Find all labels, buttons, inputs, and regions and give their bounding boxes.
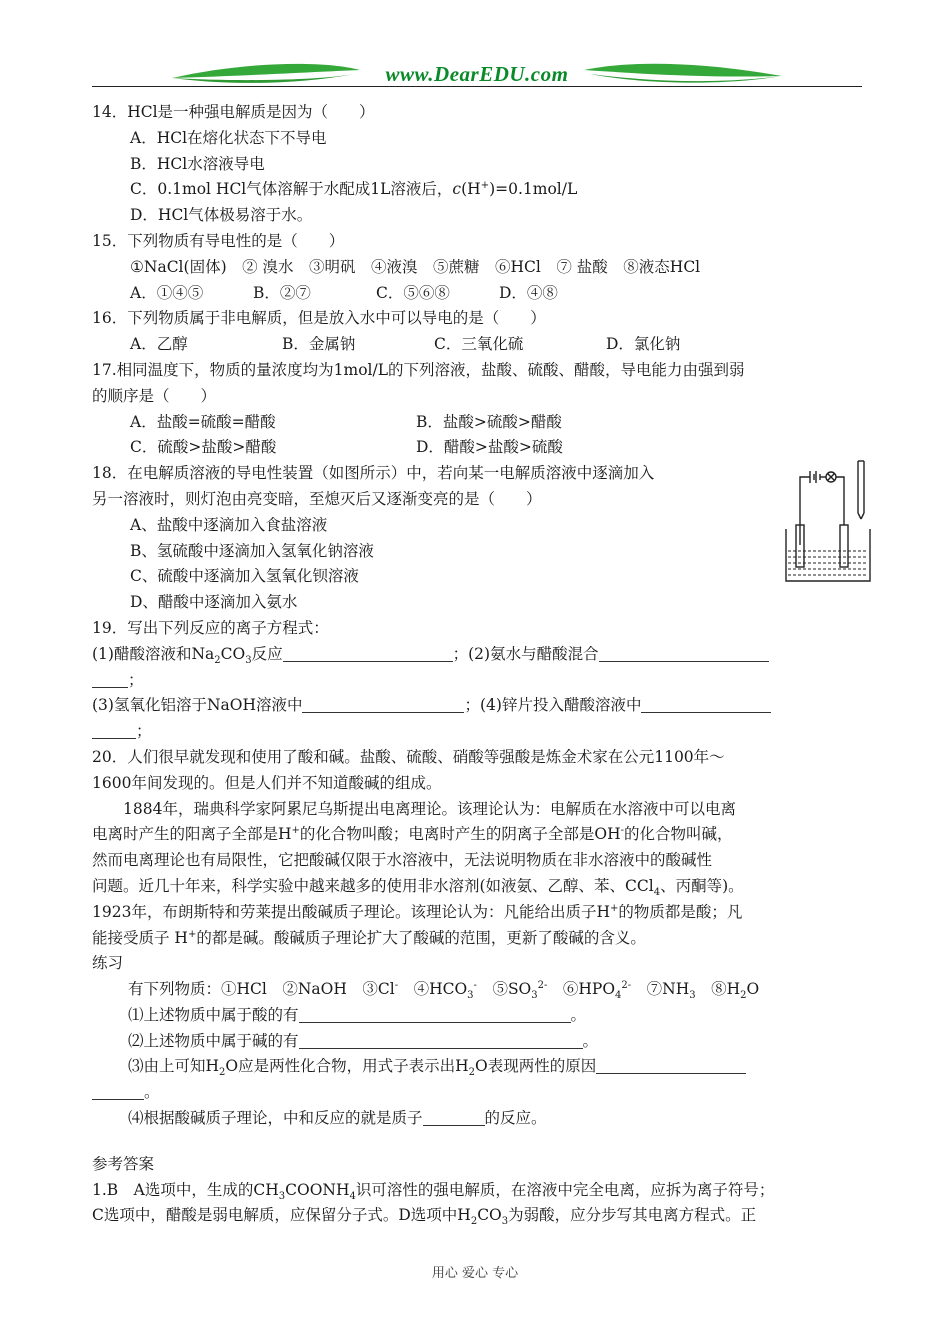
q18-option-b: B、氢硫酸中逐滴加入氢氧化钠溶液 bbox=[130, 541, 374, 560]
q14-option-d: D．HCl气体极易溶于水。 bbox=[130, 206, 313, 225]
q18-option-a: A、盐酸中逐滴加入食盐溶液 bbox=[130, 515, 328, 534]
q19-part3-line bbox=[92, 693, 862, 719]
practice-q3-blank[interactable] bbox=[596, 1055, 746, 1074]
q20-l7-a: 1923年，布朗斯特和劳莱提出酸碱质子理论。该理论认为：凡能给出质子H bbox=[92, 902, 610, 921]
practice-q3-blank-2[interactable] bbox=[92, 1081, 144, 1100]
q14-stem: 14．HCl是一种强电解质是因为（ ） bbox=[92, 103, 375, 121]
q20-line1: 20．人们很早就发现和使用了酸和碱。盐酸、硫酸、硝酸等强酸是炼金术家在公元1100年～ bbox=[92, 747, 725, 766]
q14-option-a: A．HCl在熔化状态下不导电 bbox=[130, 128, 327, 147]
q16-option-c: C．三氧化硫 bbox=[434, 335, 524, 354]
q19-part4-wrap bbox=[92, 719, 862, 745]
q20-l8-sup: + bbox=[187, 928, 197, 940]
answer-l2-sub2: 3 bbox=[501, 1216, 509, 1228]
q19-p1-sub2: 3 bbox=[245, 654, 252, 666]
list-d: ⑥HPO bbox=[547, 980, 616, 999]
practice-q3-sub1: 2 bbox=[219, 1067, 226, 1079]
q19-p1-text: (1)醋酸溶液和Na bbox=[92, 644, 215, 663]
conductivity-apparatus-diagram bbox=[780, 455, 876, 585]
practice-q3-b: O应是两性化合物，用式子表示出H bbox=[225, 1057, 469, 1076]
practice-q3-sub2: 2 bbox=[468, 1067, 476, 1079]
answer-line1 bbox=[92, 1178, 862, 1204]
q20-l6-sub: 4 bbox=[653, 887, 661, 898]
practice-q3 bbox=[92, 1054, 862, 1080]
q19-part2-wrap bbox=[92, 668, 862, 694]
q16-option-d: D．氯化钠 bbox=[606, 335, 681, 354]
q19-p1-sub1: 2 bbox=[214, 654, 221, 666]
practice-q2-blank[interactable] bbox=[299, 1030, 583, 1049]
answer-l2-b: CO bbox=[477, 1206, 502, 1225]
q15-items: ①NaCl(固体) ② 溴水 ③明矾 ④液溴 ⑤蔗糖 ⑥HCl ⑦ 盐酸 ⑧液态HCl bbox=[130, 257, 701, 276]
practice-q3-wrap bbox=[92, 1080, 862, 1106]
list-b-sub: 3 bbox=[467, 990, 474, 1002]
site-url[interactable]: www.DearEDU.com bbox=[385, 62, 569, 86]
q14-option-b: B．HCl水溶液导电 bbox=[130, 154, 265, 173]
section-gap bbox=[92, 1132, 862, 1152]
q15-option-b: B．②⑦ bbox=[253, 283, 311, 302]
q19-part1-line bbox=[92, 642, 862, 668]
q18-stem-line1: 18．在电解质溶液的导电性装置（如图所示）中，若向某一电解质溶液中逐滴加入 bbox=[92, 464, 655, 483]
q14-c-symbol: c bbox=[452, 180, 462, 199]
q16-stem: 16．下列物质属于非电解质，但是放入水中可以导电的是（ ） bbox=[92, 309, 546, 328]
q20-line5: 然而电离理论也有局限性，它把酸碱仅限于水溶液中，无法说明物质在非水溶液中的酸碱性 bbox=[92, 851, 713, 870]
page-header bbox=[92, 56, 862, 92]
q19-p3-semicolon: ； bbox=[464, 696, 480, 715]
q20-l7-sup: + bbox=[609, 902, 619, 914]
answer-l2-c: 为弱酸，应分步写其电离方程式。正 bbox=[508, 1206, 757, 1225]
document-body bbox=[92, 100, 862, 1229]
list-s1: - bbox=[394, 979, 399, 991]
q17-options-row1 bbox=[92, 410, 862, 436]
list-d-sub: 4 bbox=[615, 990, 622, 1002]
q14-c-charge: + bbox=[480, 180, 490, 192]
q20-line7 bbox=[92, 900, 862, 926]
answer-l1-c: 识可溶性的强电解质，在溶液中完全电离，应拆为离子符号； bbox=[355, 1180, 775, 1199]
answer-l2-sub1: 2 bbox=[470, 1216, 478, 1228]
page-footer: 用心 爱心 专心 bbox=[431, 1266, 519, 1281]
q20-l8-a: 能接受质子 H bbox=[92, 928, 188, 947]
q17-option-d: D．醋酸>盐酸>硫酸 bbox=[416, 438, 563, 457]
q20-l4-sup2: - bbox=[620, 825, 625, 837]
practice-q1-blank[interactable] bbox=[299, 1004, 571, 1023]
q19-answer-blank-2[interactable] bbox=[599, 643, 769, 662]
practice-q2-end: 。 bbox=[582, 1031, 599, 1050]
header-rule bbox=[92, 86, 862, 87]
practice-q4-end: 的反应。 bbox=[484, 1109, 547, 1128]
q19-answer-blank-3[interactable] bbox=[302, 694, 464, 713]
q20-l4-c: 的化合物叫碱， bbox=[624, 825, 733, 844]
list-s3: 2- bbox=[537, 979, 548, 991]
q20-l7-b: 的物质都是酸；凡 bbox=[618, 902, 743, 921]
practice-q4-text: ⑷根据酸碱质子理论，中和反应的就是质子 bbox=[128, 1109, 423, 1128]
list-s4: 2- bbox=[621, 979, 632, 991]
q14-c-text: C．0.1mol HCl气体溶解于水配成1L溶液后， bbox=[130, 180, 453, 199]
answer-l1-sub2: 4 bbox=[349, 1190, 356, 1202]
practice-q4 bbox=[92, 1106, 862, 1132]
q14-c-ion: (H bbox=[461, 180, 481, 199]
practice-q2 bbox=[92, 1029, 862, 1055]
list-s2: - bbox=[473, 979, 477, 991]
list-e-sub: 3 bbox=[689, 990, 696, 1002]
q16-options bbox=[92, 332, 862, 358]
q19-p1-semicolon: ； bbox=[452, 644, 469, 663]
q19-p2-end: ； bbox=[128, 670, 144, 689]
q15-options bbox=[92, 281, 862, 307]
q18-option-d: D、醋酸中逐滴加入氨水 bbox=[130, 593, 298, 612]
list-c-sub: 3 bbox=[531, 990, 538, 1002]
q17-stem-line1: 17.相同温度下，物质的量浓度均为1mol/L的下列溶液，盐酸、硫酸、醋酸，导电能力由强到弱 bbox=[92, 360, 745, 379]
q17-option-c: C．硫酸>盐酸>醋酸 bbox=[130, 438, 277, 457]
q14-option-c bbox=[92, 177, 862, 203]
q15-option-c: C．⑤⑥⑧ bbox=[376, 283, 450, 302]
q18-option-c: C、硫酸中逐滴加入氢氧化钡溶液 bbox=[130, 567, 359, 586]
q20-l6-b: 、丙酮等)。 bbox=[660, 876, 744, 895]
q20-l4-sup1: + bbox=[291, 825, 300, 837]
practice-q1-end: 。 bbox=[570, 1005, 587, 1024]
list-b: ④HCO bbox=[398, 980, 468, 999]
q19-p2-text: (2)氨水与醋酸混合 bbox=[468, 644, 599, 663]
practice-q4-blank[interactable] bbox=[423, 1107, 485, 1126]
practice-q1 bbox=[92, 1003, 862, 1029]
practice-heading: 练习 bbox=[92, 954, 124, 973]
q20-line6 bbox=[92, 874, 862, 900]
q16-option-a: A．乙醇 bbox=[130, 335, 188, 354]
list-g: O bbox=[746, 980, 760, 999]
practice-q3-end: 。 bbox=[144, 1083, 160, 1102]
practice-q2-text: ⑵上述物质中属于碱的有 bbox=[128, 1031, 299, 1050]
list-e: ⑦NH bbox=[631, 980, 690, 999]
practice-substance-list bbox=[92, 977, 862, 1003]
q19-answer-blank-4[interactable] bbox=[641, 694, 771, 713]
answers-title: 参考答案 bbox=[92, 1154, 155, 1173]
q17-option-a: A．盐酸=硫酸=醋酸 bbox=[130, 412, 276, 431]
list-c: ⑤SO bbox=[476, 980, 532, 999]
list-f-sub: 2 bbox=[740, 990, 747, 1002]
q17-option-b: B．盐酸>硫酸>醋酸 bbox=[416, 412, 562, 431]
q17-stem-line2: 的顺序是（ ） bbox=[92, 386, 217, 405]
q20-line3: 1884年，瑞典科学家阿累尼乌斯提出电离理论。该理论认为：电解质在水溶液中可以电离 bbox=[92, 799, 736, 818]
q19-p4-text: (4)锌片投入醋酸溶液中 bbox=[480, 696, 642, 715]
q16-option-b: B．金属钠 bbox=[282, 335, 356, 354]
q15-option-d: D．④⑧ bbox=[499, 283, 558, 302]
q20-l6-a: 问题。近几十年来，科学实验中越来越多的使用非水溶剂(如液氨、乙醇、苯、CCl bbox=[92, 876, 654, 895]
q19-p3-text: (3)氢氧化铝溶于NaOH溶液中 bbox=[92, 696, 303, 715]
q19-answer-blank-4b[interactable] bbox=[92, 720, 136, 739]
q19-p4-end: ； bbox=[136, 722, 152, 741]
q14-c-value: )=0.1mol/L bbox=[489, 180, 578, 199]
q20-l4-b: 的化合物叫酸；电离时产生的阴离子全部是OH bbox=[299, 825, 621, 844]
q20-line8 bbox=[92, 926, 862, 952]
q19-stem: 19．写出下列反应的离子方程式： bbox=[92, 618, 329, 637]
practice-q1-text: ⑴上述物质中属于酸的有 bbox=[128, 1005, 299, 1024]
answer-l1-a: 1.B A选项中，生成的CH bbox=[92, 1180, 279, 1199]
q18-stem-line2: 另一溶液时，则灯泡由亮变暗，至熄灭后又逐渐变亮的是（ ） bbox=[92, 489, 542, 508]
list-a: 有下列物质：①HCl ②NaOH ③Cl bbox=[128, 980, 395, 999]
q15-stem: 15．下列物质有导电性的是（ ） bbox=[92, 231, 345, 250]
answer-line2 bbox=[92, 1203, 862, 1229]
answer-l1-sub1: 3 bbox=[278, 1190, 286, 1202]
q19-p1-co: CO bbox=[220, 644, 246, 663]
practice-q3-c: O表现两性的原因 bbox=[475, 1057, 597, 1076]
q19-p1-label: 反应 bbox=[251, 644, 283, 663]
list-f: ⑧H bbox=[695, 980, 741, 999]
answer-l1-b: COONH bbox=[285, 1180, 350, 1199]
q17-options-row2 bbox=[92, 435, 862, 461]
answer-l2-a: C选项中，醋酸是弱电解质，应保留分子式。D选项中H bbox=[92, 1206, 471, 1225]
q20-line4 bbox=[92, 822, 862, 848]
q20-l4-a: 电离时产生的阳离子全部是H bbox=[92, 825, 292, 844]
q19-answer-blank-2b[interactable] bbox=[92, 669, 128, 688]
q15-option-a: A．①④⑤ bbox=[130, 283, 204, 302]
q19-answer-blank-1[interactable] bbox=[283, 643, 453, 662]
practice-q3-a: ⑶由上可知H bbox=[128, 1057, 220, 1076]
q20-line2: 1600年间发现的。但是人们并不知道酸碱的组成。 bbox=[92, 773, 442, 792]
q20-l8-b: 的都是碱。酸碱质子理论扩大了酸碱的范围，更新了酸碱的含义。 bbox=[196, 928, 646, 947]
